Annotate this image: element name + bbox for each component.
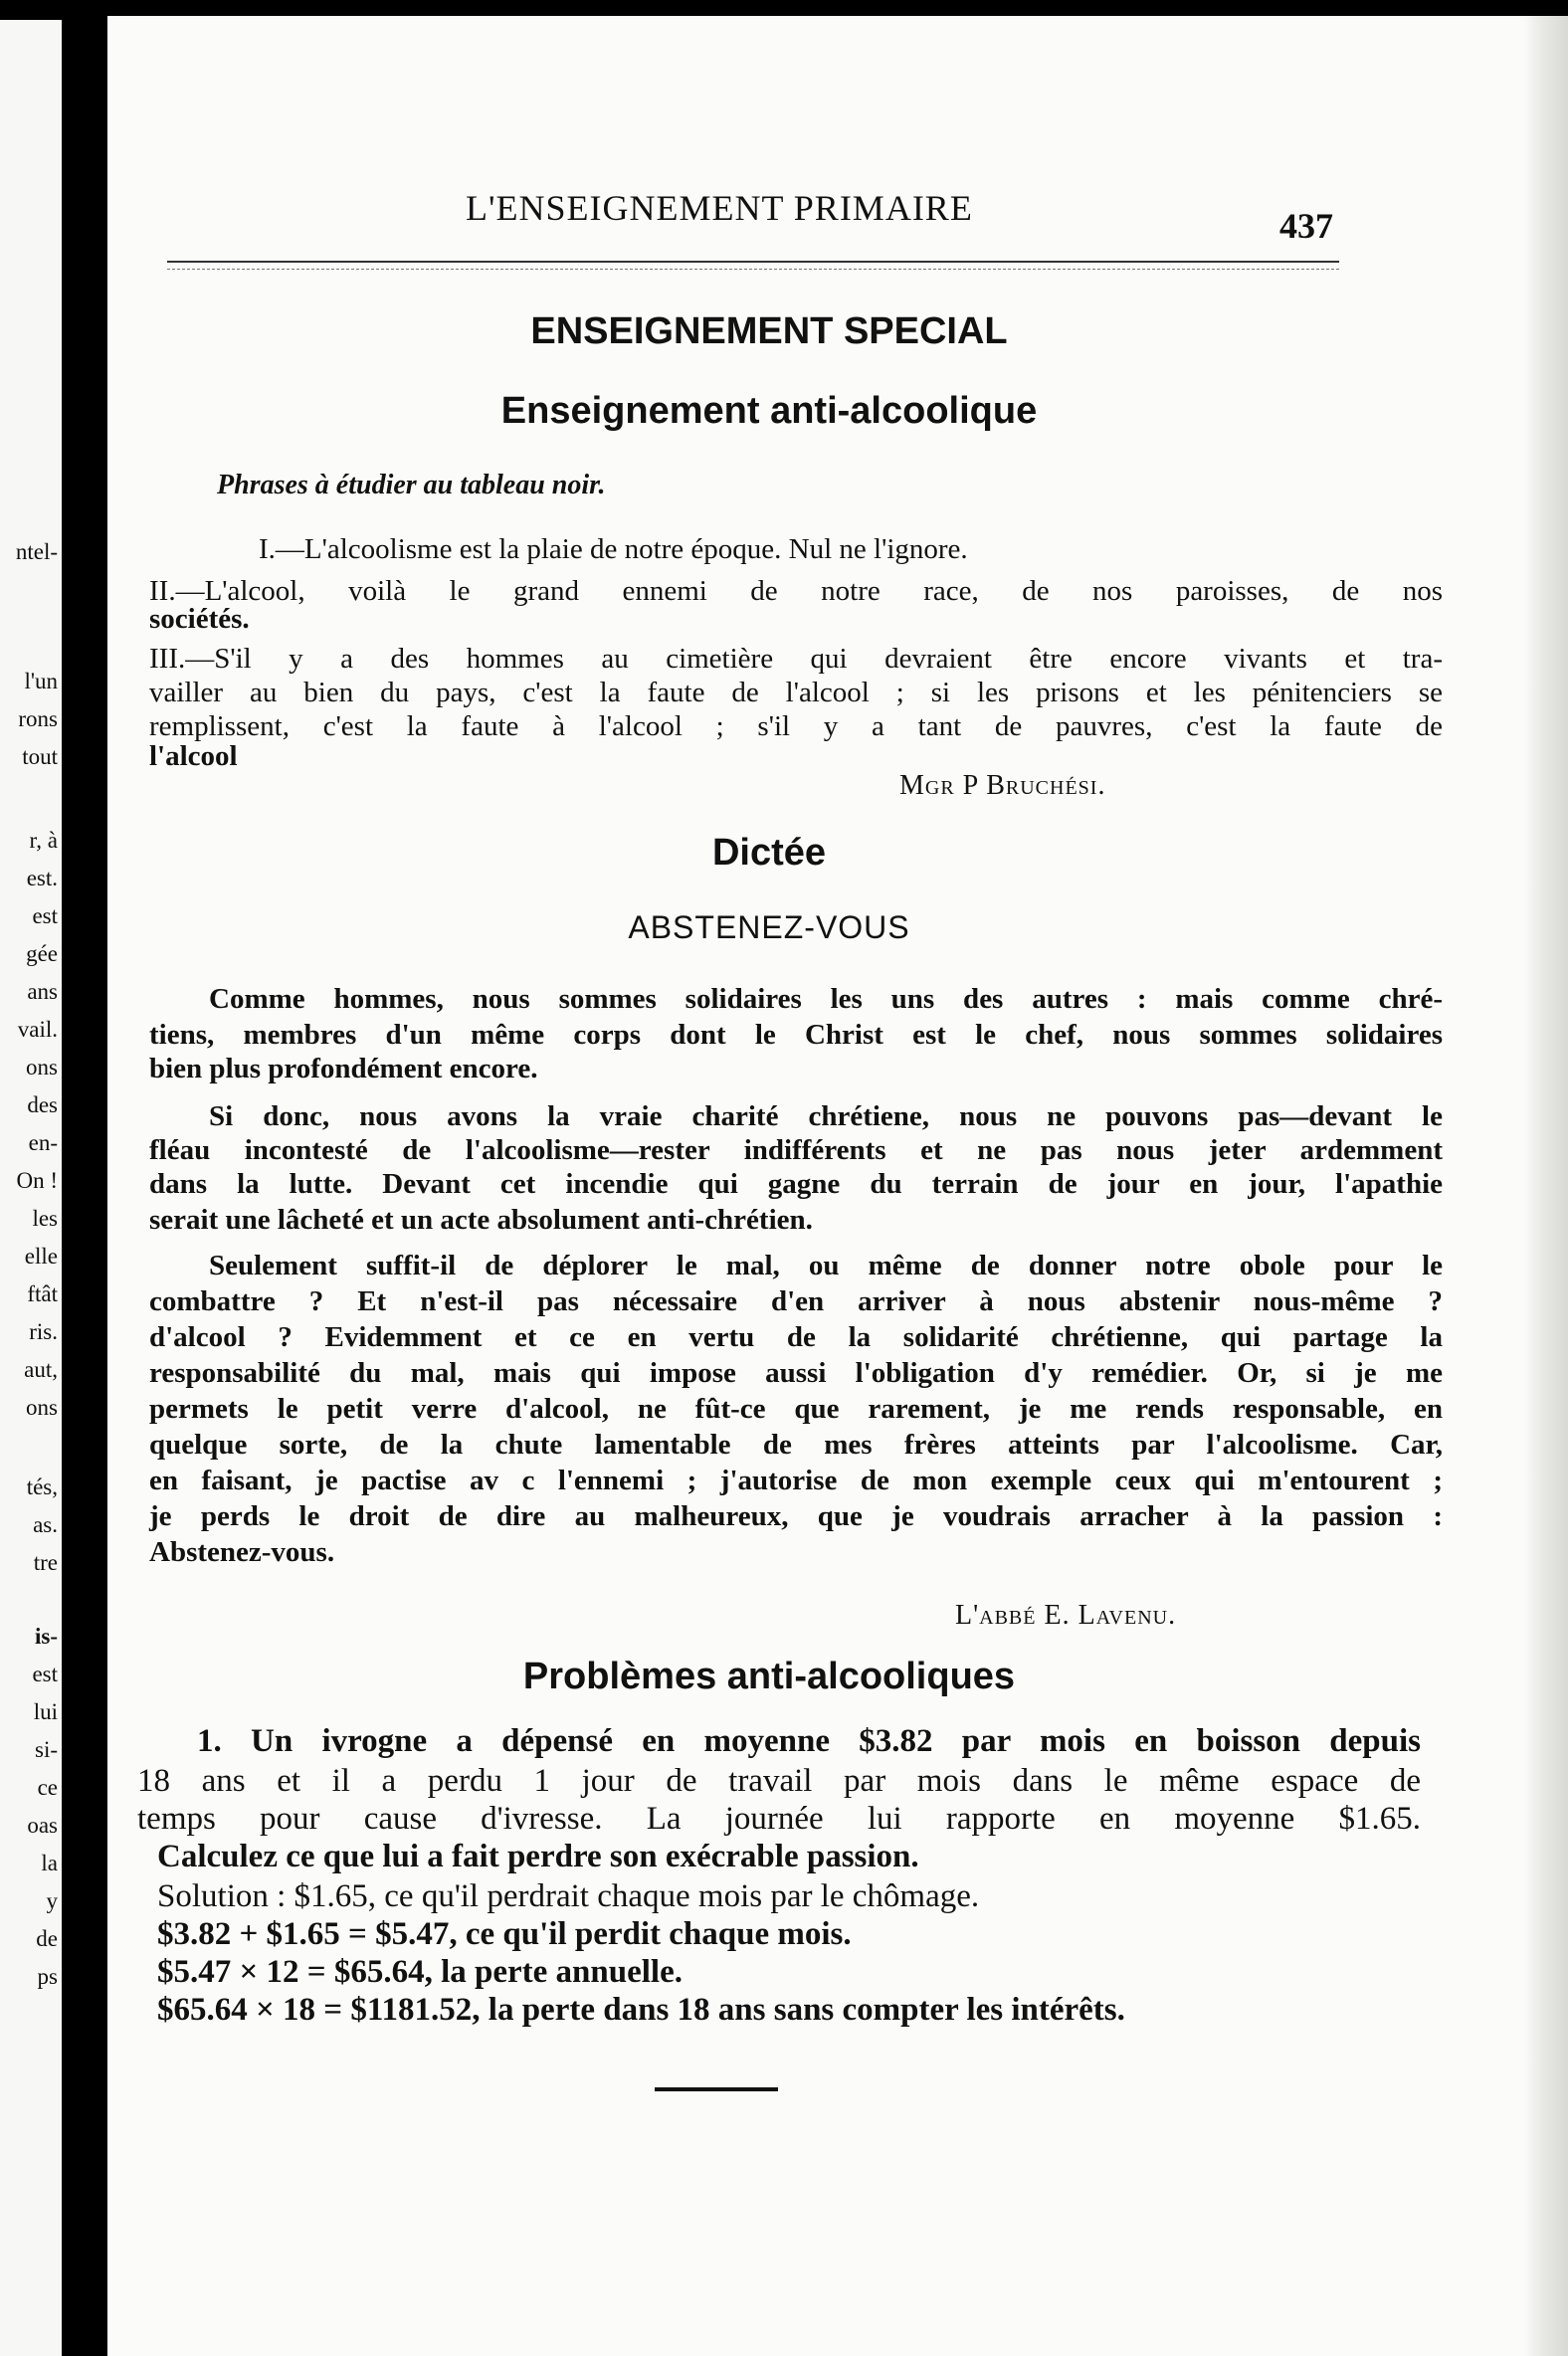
problems-title: Problèmes anti-alcooliques — [522, 1656, 1016, 1697]
left-fragment: ons — [26, 1395, 58, 1420]
section-title: ENSEIGNEMENT SPECIAL — [530, 310, 1008, 352]
left-fragment: On ! — [16, 1168, 58, 1193]
left-fragment: l'un — [24, 669, 58, 693]
problem-line: Solution : $1.65, ce qu'il perdrait chaque mois par le chômage. — [157, 1878, 980, 1914]
dictee-line: bien plus profondément encore. — [149, 1053, 538, 1084]
dictee-line: tiens, membres d'un même corps dont le Christ est le chef, nous sommes solidaires — [149, 1019, 1443, 1051]
left-fragment: tés, — [26, 1474, 58, 1499]
left-fragment: oas — [27, 1813, 58, 1838]
phrases-intro: Phrases à étudier au tableau noir. — [217, 470, 606, 500]
phrase-line: I.—L'alcoolisme est la plaie de notre époque. Nul ne l'ignore. — [259, 533, 968, 565]
author-signature: Mgr P Bruchési. — [899, 770, 1106, 801]
dictee-line: Si donc, nous avons la vraie charité chrétiene, nous ne pouvons pas—devant le — [209, 1100, 1443, 1132]
left-fragment: aut, — [24, 1357, 58, 1382]
left-fragment: si- — [35, 1737, 58, 1762]
dictee-line: combattre ? Et n'est-il pas nécessaire d'en arriver à nous abstenir nous-même ? — [149, 1285, 1443, 1317]
phrase-line: sociétés. — [149, 603, 250, 635]
dictee-line: quelque sorte, de la chute lamentable de mes frères atteints par l'alcoolisme. Car, — [149, 1429, 1443, 1461]
dictee-line: responsabilité du mal, mais qui impose aussi l'obligation d'y remédier. Or, si je me — [149, 1357, 1443, 1389]
left-fragment: est. — [26, 866, 58, 890]
left-fragment: ans — [27, 979, 58, 1004]
dictee-line: Comme hommes, nous sommes solidaires les uns des autres : mais comme chré- — [209, 983, 1443, 1015]
dictee-line: d'alcool ? Evidemment et ce en vertu de la solidarité chrétienne, qui partage la — [149, 1321, 1443, 1353]
header-rule — [167, 261, 1339, 263]
left-fragment: est — [32, 1662, 58, 1686]
running-title: L'ENSEIGNEMENT PRIMAIRE — [466, 188, 973, 228]
phrase-line: vailler au bien du pays, c'est la faute de l'alcool ; si les prisons et les pénitenciers se — [149, 677, 1443, 708]
page-number: 437 — [1279, 206, 1333, 246]
left-fragment: y — [46, 1888, 58, 1913]
phrase-line: remplissent, c'est la faute à l'alcool ; s'il y a tant de pauvres, c'est la faute de — [149, 710, 1443, 742]
problem-line: $5.47 × 12 = $65.64, la perte annuelle. — [157, 1954, 683, 1990]
problem-line: $3.82 + $1.65 = $5.47, ce qu'il perdit chaque mois. — [157, 1916, 852, 1952]
header-rule-dashed — [167, 269, 1339, 270]
dictee-line: dans la lutte. Devant cet incendie qui gagne du terrain de jour en jour, l'apathie — [149, 1168, 1443, 1200]
left-fragment: is- — [35, 1624, 58, 1649]
dictee-line: en faisant, je pactise av c l'ennemi ; j'autorise de mon exemple ceux qui m'entourent ; — [149, 1465, 1443, 1496]
dictee-line: je perds le droit de dire au malheureux, que je voudrais arracher à la passion : — [149, 1500, 1443, 1532]
left-fragment: ons — [26, 1055, 58, 1080]
dictee-line: Abstenez-vous. — [149, 1536, 335, 1568]
left-fragment: la — [41, 1851, 58, 1875]
problem-line: Calculez ce que lui a fait perdre son exécrable passion. — [157, 1839, 919, 1874]
phrase-line: l'alcool — [149, 740, 238, 772]
dictee-line: permets le petit verre d'alcool, ne fût-ce que rarement, je me rends responsable, en — [149, 1393, 1443, 1425]
dictee-line: Seulement suffit-il de déplorer le mal, ou même de donner notre obole pour le — [209, 1250, 1443, 1281]
left-fragment: rons — [18, 706, 58, 731]
dictee-line: fléau incontesté de l'alcoolisme—rester indifférents et ne pas nous jeter ardemment — [149, 1134, 1443, 1166]
left-fragment: ris. — [29, 1319, 58, 1344]
left-fragment: ftât — [27, 1281, 58, 1306]
problem-line: 1. Un ivrogne a dépensé en moyenne $3.82 par mois en boisson depuis — [197, 1723, 1421, 1759]
left-fragment: ce — [37, 1775, 58, 1800]
problem-line: $65.64 × 18 = $1181.52, la perte dans 18 ans sans compter les intérêts. — [157, 1992, 1125, 2028]
left-fragment: lui — [33, 1699, 58, 1724]
left-page-margin — [0, 20, 62, 2356]
problem-line: 18 ans et il a perdu 1 jour de travail par mois dans le même espace de — [137, 1763, 1421, 1799]
left-fragment: tre — [33, 1550, 58, 1575]
left-fragment: ntel- — [15, 539, 58, 564]
dictee-title: Dictée — [711, 832, 827, 874]
left-fragment: as. — [33, 1512, 58, 1537]
left-fragment: est — [32, 903, 58, 928]
left-fragment: en- — [28, 1130, 58, 1155]
left-fragment: ps — [37, 1964, 58, 1989]
left-fragment: les — [32, 1206, 58, 1231]
left-fragment: de — [36, 1926, 58, 1951]
left-fragment: tout — [22, 744, 58, 769]
dictee-subtitle: ABSTENEZ-VOUS — [628, 909, 910, 945]
page-edge-shadow — [1524, 16, 1568, 2356]
left-fragment: elle — [24, 1244, 58, 1269]
left-fragment: des — [27, 1092, 58, 1117]
left-fragment: gée — [26, 941, 58, 966]
left-fragment: vail. — [17, 1017, 58, 1042]
book-page — [107, 16, 1568, 2356]
phrase-line: III.—S'il y a des hommes au cimetière qui devraient être encore vivants et tra- — [149, 643, 1443, 675]
author-signature: L'abbé E. Lavenu. — [955, 1600, 1177, 1631]
dictee-line: serait une lâcheté et un acte absolument anti-chrétien. — [149, 1204, 813, 1236]
left-fragment: r, à — [29, 828, 58, 853]
problem-line: temps pour cause d'ivresse. La journée lui rapporte en moyenne $1.65. — [137, 1801, 1421, 1837]
phrase-line: II.—L'alcool, voilà le grand ennemi de notre race, de nos paroisses, de nos — [149, 575, 1443, 607]
subsection-title: Enseignement anti-alcoolique — [500, 390, 1038, 432]
end-rule — [655, 2087, 778, 2091]
